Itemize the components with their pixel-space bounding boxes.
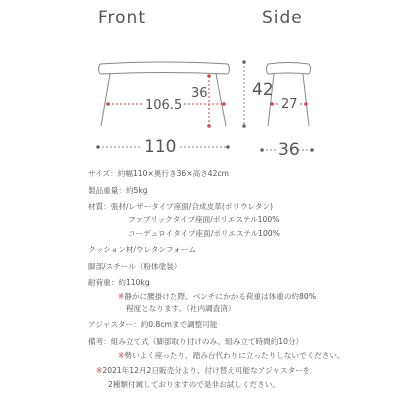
front-width-dot-right (226, 145, 230, 149)
spec-load-note: ※静かに腰掛けた際、ベンチにかかる荷重は体重の約80% (118, 292, 316, 301)
side-depth-dot-left (260, 148, 264, 152)
side-inner-depth-dot-right (304, 102, 308, 106)
spec-cushion: クッション材/ウレタンフォーム (88, 245, 197, 254)
side-inner-depth-dot-left (270, 102, 274, 106)
spec-material: 材質：張材/レザータイプ座面/合成皮革(ポリウレタン) (88, 202, 274, 211)
front-seat-left-end (99, 64, 101, 74)
front-leg-left (101, 74, 110, 126)
front-width-label: 110 (144, 137, 177, 157)
spec-material-corduroy: コーデュロイタイプ座面/ポリエステル100% (128, 229, 280, 238)
front-inner-width-label: 106.5 (145, 98, 183, 113)
spec-material-fabric: ファブリックタイプ座面/ポリエステル100% (128, 215, 280, 224)
side-leg-right (303, 74, 309, 126)
front-inner-width-dot-left (106, 102, 110, 106)
spec-weight: 製品重量：約5kg (88, 186, 148, 195)
front-seat-bottom (100, 73, 228, 75)
side-depth-dot-right (310, 148, 314, 152)
spec-legs: 脚部/スチール（粉体塗装） (88, 262, 182, 271)
side-depth-label: 36 (278, 140, 300, 160)
spec-size: サイズ：約幅110×奥行き36×高さ42cm (88, 169, 230, 178)
front-seat-height-label: 36 (191, 86, 208, 101)
side-seat-top (268, 63, 309, 65)
side-seat-left-end (267, 64, 269, 74)
front-bench-drawing (99, 62, 230, 126)
front-leg-right (216, 74, 226, 126)
spec-adjuster: アジャスター：約0.8cmまで調整可能 (88, 320, 218, 329)
side-height-dot-bottom (242, 124, 246, 128)
side-view-title: Side (262, 8, 303, 28)
spec-remarks-adjuster-note-cont: 2種類付属しておりますので是非お試しください。 (108, 380, 280, 389)
side-height-label: 42 (252, 80, 274, 100)
spec-load-note-cont: 程度となります。（社内調査済） (126, 304, 236, 313)
spec-remarks: 備考：組み立て式（脚部取り付けのみ、組み立て時間約10分） (88, 337, 304, 346)
side-inner-depth-label: 27 (281, 97, 298, 112)
side-height-dot-top (242, 60, 246, 64)
front-width-dot-left (96, 145, 100, 149)
front-seat-height-dot-bottom (207, 124, 211, 128)
front-seat-height-dot-top (207, 74, 211, 78)
spec-remarks-warning: ※勢いよく座ったり、踏み台代わりに立ったりしないでください。 (118, 351, 345, 360)
side-seat-right-end (309, 64, 311, 74)
front-inner-width-dot-right (222, 102, 226, 106)
front-seat-top (100, 62, 228, 64)
front-view-title: Front (98, 8, 146, 28)
side-seat-bottom (268, 73, 309, 74)
front-seat-right-end (228, 64, 230, 74)
spec-remarks-adjuster-note: ※2021年12月2日販売分より、付け替え可能なアジャスターを (96, 366, 311, 375)
spec-load-capacity: 耐荷重：約110kg (88, 278, 150, 287)
